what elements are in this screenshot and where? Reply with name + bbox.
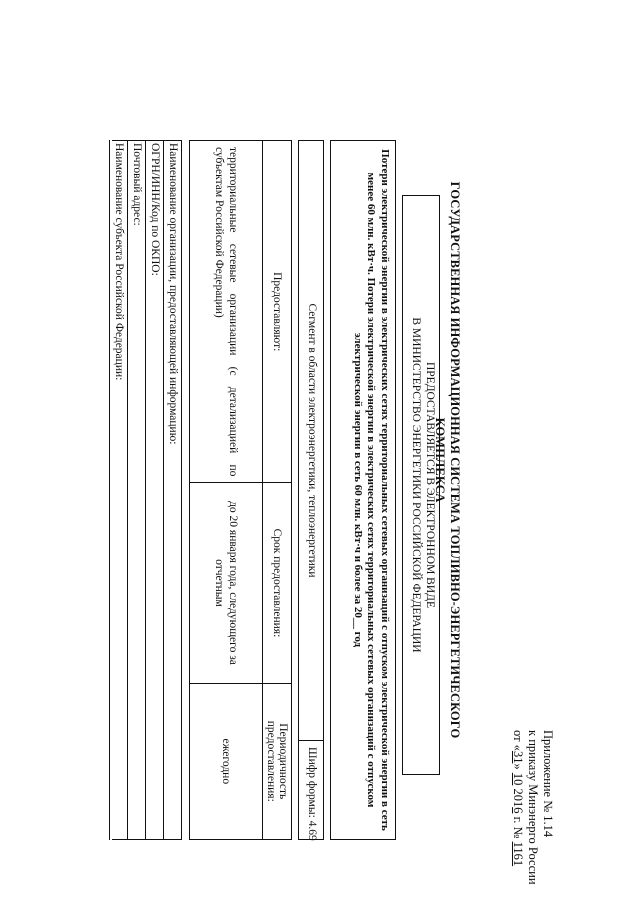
date-year-digit: 6 — [511, 807, 525, 814]
ogrn-inn-okpo-field[interactable]: ОГРН/ИНН/Код по ОКПО: — [145, 140, 163, 840]
submission-notice-line1: ПРЕДОСТАВЛЯЕТСЯ В ЭЛЕКТРОННОМ ВИДЕ — [424, 361, 436, 609]
form-code: Шифр формы: 4.69 — [306, 747, 318, 841]
cell-period: ежегодно — [190, 683, 263, 839]
org-name-field[interactable]: Наименование организации, предоставляющей информацию: — [163, 140, 182, 840]
header-deadline: Срок предоставления: — [263, 483, 292, 683]
appendix-order-ref: к приказу Минэнерго России — [526, 730, 540, 885]
date-month: 10 — [511, 772, 525, 786]
order-number: 1161 — [511, 841, 525, 867]
cell-who: территориальные сетевые организации (с детализацией по субъектам Российской Федерации) — [190, 141, 263, 483]
appendix-header — [510, 730, 555, 905]
date-mid: » — [511, 763, 525, 773]
table-row — [190, 141, 263, 840]
date-prefix: от « — [511, 730, 525, 751]
appendix-number: Приложение № 1.14 — [541, 730, 555, 838]
page-title: ГОСУДАРСТВЕННАЯ ИНФОРМАЦИОННАЯ СИСТЕМА ТОПЛИВНО-ЭНЕРГЕТИЧЕСКОГО КОМПЛЕКСА — [433, 181, 462, 739]
table-header-row — [263, 141, 292, 840]
submission-notice-box — [402, 195, 440, 775]
postal-address-field[interactable]: Почтовый адрес: — [127, 140, 145, 840]
cell-deadline: до 20 января года, следующего за отчетным — [190, 483, 263, 683]
submission-notice-line2: В МИНИСТЕРСТВО ЭНЕРГЕТИКИ РОССИЙСКОЙ ФЕДЕРАЦИИ — [410, 317, 422, 653]
date-suffix: г. № — [511, 813, 525, 842]
date-year: 201 — [511, 785, 525, 808]
segment-label: Сегмент в области электроэнергетики, теплоэнергетики — [299, 141, 323, 741]
region-field[interactable]: Наименование субъекта Российской Федерации: — [109, 140, 127, 840]
organization-fields — [109, 140, 182, 840]
submission-table — [189, 140, 292, 840]
appendix-date-line — [510, 730, 525, 905]
header-who: Предоставляют: — [263, 141, 292, 483]
form-description: Потери электрической энергии в электрических сетях территориальных сетевых организаций с отпуском электрической энергии в сеть менее 60 млн. кВт·ч. Потери электрической энергии в электрических сетях территориальных сетевых организаций с отпуском электрической энергии в сеть 60 млн. кВт·ч и более за 20__ год — [330, 140, 396, 840]
header-period: Периодичность предоставления: — [263, 683, 292, 839]
segment-row — [298, 140, 324, 840]
date-day: 31 — [511, 750, 525, 764]
